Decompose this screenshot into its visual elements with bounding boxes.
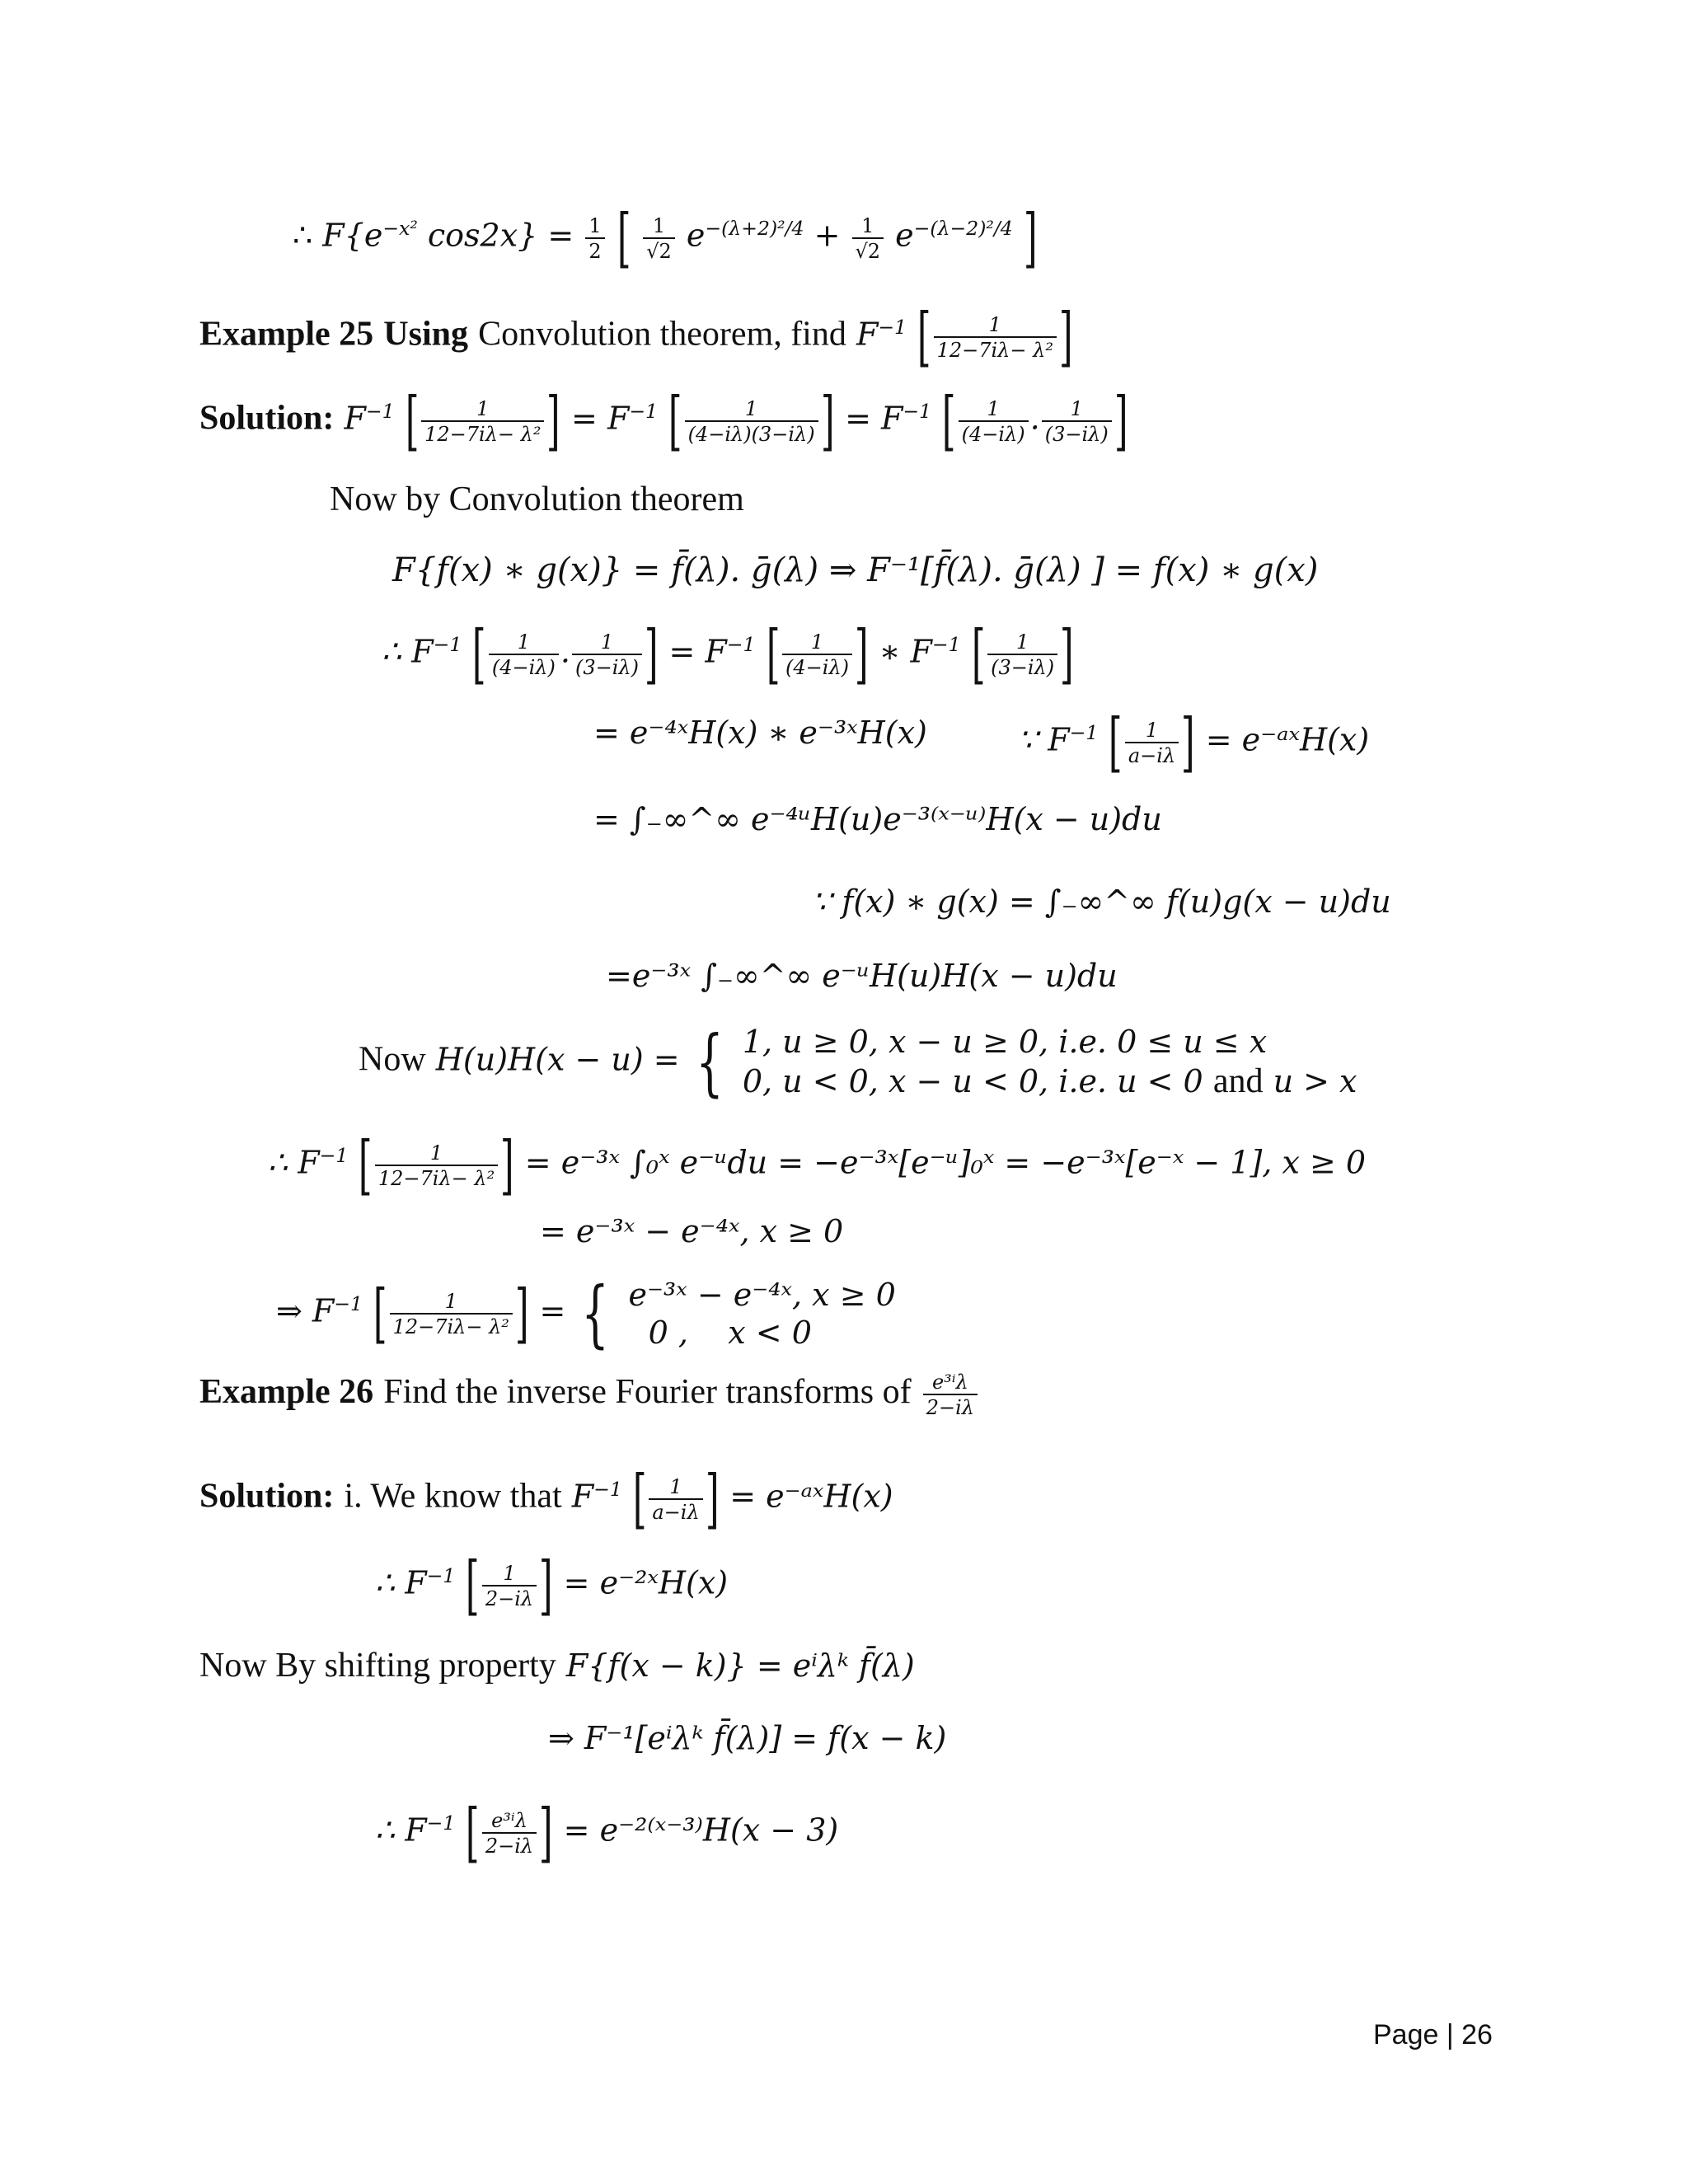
- bracket-open: [: [405, 384, 420, 458]
- bracket-close: ]: [705, 1462, 720, 1536]
- bracket-close: ]: [538, 1549, 553, 1623]
- inverse-integral-evaluation: ∴ $F^{-1}$ [ $\frac{1}{\text{12−7iλ− λ²}}$ ] = e⁻³ˣ ∫₀ˣ e⁻ᵘdu = −e⁻³ˣ[e⁻ᵘ]₀ˣ = −e⁻³ˣ[e⁻ˣ − 1], x ≥ 0: [268, 1128, 1367, 1202]
- bracket-open: [: [917, 300, 931, 374]
- shift-inverse-line: ⇒ F⁻¹[eⁱλᵏ f̄(λ)] = f(x − k): [548, 1720, 947, 1756]
- exp-e1-power: −(λ+2)²/4: [705, 216, 804, 240]
- frac-a: $\frac{1}{√2}$: [643, 216, 675, 261]
- bracket-close: ]: [1181, 705, 1195, 780]
- bracket-close: ]: [546, 384, 561, 458]
- exp-e1: e: [686, 217, 706, 254]
- bracket-close: ]: [514, 1277, 529, 1351]
- frac-l20: $\frac{\text{e³ⁱλ}}{2-i\lambda}$: [482, 1811, 537, 1856]
- heaviside-product-cases: Now H(u)H(x − u) = { 1, u ≥ 0, x − u ≥ 0, i.e. 0 ≤ u ≤ x 0, u < 0, x − u < 0, i.e. u < 0 and u > x: [359, 1019, 1357, 1104]
- frac-l6d: $\frac{1}{(3-i\lambda)}$: [987, 632, 1057, 677]
- example-26-label: Example 26: [199, 1373, 374, 1411]
- now-convolution-text: Now by Convolution theorem: [330, 480, 744, 518]
- inverse-a2-line: ∴ $F^{-1}$ [ $\frac{1}{2-i\lambda}$ ] = e⁻²ˣH(x): [375, 1549, 729, 1623]
- bracket-close: ]: [538, 1796, 553, 1870]
- solution-25-label: Solution:: [199, 399, 335, 438]
- frac-l17: $\frac{1}{2-i\lambda}$: [482, 1563, 537, 1609]
- example-26-heading: [199, 1372, 979, 1418]
- now-word: Now: [359, 1040, 426, 1079]
- frac-l6b: $\frac{1}{(3-i\lambda)}$: [572, 632, 642, 677]
- frac-l6a: $\frac{1}{(4-i\lambda)}$: [489, 632, 559, 677]
- solution-26-text: i. We know that: [344, 1477, 562, 1516]
- bracket-close: ]: [1023, 201, 1038, 275]
- equation-fourier-cos: [293, 201, 1038, 275]
- case-2: 0 , x < 0: [628, 1315, 812, 1351]
- page-number: Page | 26: [1373, 2019, 1493, 2050]
- example-25-heading: Example 25 Using Convolution theorem, find $F^{-1}$ [ $\frac{1}{\text{12−7iλ− λ²}}$ ]: [199, 300, 1073, 374]
- bracket-open: [: [1109, 705, 1123, 780]
- frac-sol26: $\frac{1}{a-i\lambda}$: [649, 1477, 702, 1522]
- bracket-open: [: [632, 1462, 647, 1536]
- frac-ex26: $\frac{\text{e³ⁱλ}}{2-i\lambda}$: [923, 1372, 978, 1418]
- cases-block: [743, 1026, 1357, 1099]
- bracket-open: [: [668, 384, 682, 458]
- frac-half: $\frac{1}{2}$: [585, 216, 604, 261]
- shifting-property-equation: F{f(x − k)} = eⁱλᵏ f̄(λ): [565, 1647, 915, 1684]
- eq1-lhs-exp: −x²: [382, 216, 418, 240]
- exp-e2: e: [895, 217, 914, 254]
- case-2: 0, u < 0, x − u < 0, i.e. u < 0 and u > x: [742, 1062, 1357, 1100]
- example-25-using: Using: [383, 315, 468, 354]
- bracket-close: ]: [1114, 384, 1128, 458]
- example-26-text: Find the inverse Fourier transforms of: [383, 1373, 912, 1411]
- bracket-open: [: [359, 1128, 373, 1202]
- inverse-transform-identity: ∵ $F^{-1}$ [ $\frac{1}{a-i\lambda}$ ] = e⁻ᵃˣH(x): [1018, 705, 1370, 780]
- bracket-open: [: [373, 1277, 387, 1351]
- frac-b: $\frac{1}{√2}$: [852, 216, 884, 261]
- left-brace: {: [695, 1019, 724, 1104]
- bracket-close: ]: [1058, 300, 1073, 374]
- bracket-close: ]: [1059, 617, 1074, 691]
- bracket-open: [: [942, 384, 956, 458]
- left-brace: {: [581, 1271, 610, 1356]
- eq1-lhs: F{e: [322, 217, 383, 254]
- result-line: = e⁻³ˣ − e⁻⁴ˣ, x ≥ 0: [540, 1213, 844, 1249]
- example-25-label: Example 25: [199, 315, 374, 354]
- final-result-cases: ⇒ $F^{-1}$ [ $\frac{1}{\text{12−7iλ− λ²}}$ ] = { e⁻³ˣ − e⁻⁴ˣ, x ≥ 0 0 , x < 0: [276, 1271, 896, 1356]
- solution-25-line: Solution: $F^{-1}$ [ $\frac{1}{\text{12−7iλ− λ²}}$ ] = $F^{-1}$ [ $\frac{1}{(4-i\lambda)(3-i\lambda)}$ ] = $F^{-1}$ [ $\frac{1}{(4-i\lambda)}$ . $\frac{1}{(3-i\lambda)}$ ]: [199, 384, 1128, 458]
- solution-26-line: Solution: i. We know that $F^{-1}$ [ $\frac{1}{a-i\lambda}$ ] = e⁻ᵃˣH(x): [199, 1462, 893, 1536]
- frac-l12: $\frac{1}{\text{12−7iλ− λ²}}$: [375, 1143, 498, 1188]
- exp-e2-power: −(λ−2)²/4: [913, 216, 1013, 240]
- frac-s1: $\frac{1}{\text{12−7iλ− λ²}}$: [421, 399, 544, 444]
- exponential-product-line: = e⁻⁴ˣH(x) ∗ e⁻³ˣH(x): [593, 715, 927, 751]
- solution-26-label: Solution:: [199, 1477, 335, 1516]
- bracket-open: [: [766, 617, 781, 691]
- bracket-close: ]: [854, 617, 869, 691]
- therefore-symbol: ∴: [293, 217, 313, 254]
- bracket-open: [: [617, 201, 631, 275]
- frac-l14: $\frac{1}{\text{12−7iλ− λ²}}$: [390, 1291, 513, 1337]
- shifting-property-line: [199, 1648, 915, 1683]
- eq1-lhs-rest: cos2x} =: [427, 217, 574, 254]
- frac-s2: $\frac{1}{(4-i\lambda)(3-i\lambda)}$: [685, 399, 818, 444]
- case-1: 1, u ≥ 0, x − u ≥ 0, i.e. 0 ≤ u ≤ x: [742, 1024, 1268, 1060]
- bracket-close: ]: [820, 384, 835, 458]
- convolution-theorem-equation: F{f(x) ∗ g(x)} = f̄(λ). ḡ(λ) ⇒ F⁻¹[f̄(λ). ḡ(λ) ] = f(x) ∗ g(x): [392, 551, 1319, 589]
- frac-l6c: $\frac{1}{(4-i\lambda)}$: [782, 632, 852, 677]
- convolution-split-line: ∴ $F^{-1}$ [ $\frac{1}{(4-i\lambda)}$ . $\frac{1}{(3-i\lambda)}$ ] = $F^{-1}$ [ $\frac{1}{(4-i\lambda)}$ ] ∗ $F^{-1}$ [ $\frac{1}{(3-i\lambda)}$ ]: [382, 617, 1074, 691]
- bracket-open: [: [472, 617, 487, 691]
- example-25-text: Convolution theorem, find: [478, 315, 846, 354]
- frac-s3b: $\frac{1}{(3-i\lambda)}$: [1042, 399, 1112, 444]
- bracket-open: [: [971, 617, 986, 691]
- frac-ex25: $\frac{1}{\text{12−7iλ− λ²}}$: [934, 315, 1057, 360]
- integral-line: = ∫₋∞^∞ e⁻⁴ᵘH(u)e⁻³⁽ˣ⁻ᵘ⁾H(x − u)du: [593, 801, 1162, 837]
- plus-sign: +: [814, 217, 841, 254]
- bracket-open: [: [466, 1796, 481, 1870]
- convolution-definition: ∵ f(x) ∗ g(x) = ∫₋∞^∞ f(u)g(x − u)du: [812, 883, 1391, 920]
- case-1: e⁻³ˣ − e⁻⁴ˣ, x ≥ 0: [628, 1277, 896, 1313]
- final-answer-line: ∴ $F^{-1}$ [ $\frac{\text{e³ⁱλ}}{2-i\lambda}$ ] = e⁻²⁽ˣ⁻³⁾H(x − 3): [375, 1796, 839, 1870]
- bracket-close: ]: [500, 1128, 514, 1202]
- inverse-F: F: [856, 316, 879, 353]
- cases-block: [628, 1277, 896, 1351]
- shifting-property-text: Now By shifting property: [199, 1647, 556, 1685]
- integral-simplified: =e⁻³ˣ ∫₋∞^∞ e⁻ᵘH(u)H(x − u)du: [606, 958, 1118, 994]
- bracket-open: [: [466, 1549, 481, 1623]
- frac-s3a: $\frac{1}{(4-i\lambda)}$: [959, 399, 1029, 444]
- bracket-close: ]: [644, 617, 659, 691]
- frac-l7: $\frac{1}{a-i\lambda}$: [1125, 720, 1179, 766]
